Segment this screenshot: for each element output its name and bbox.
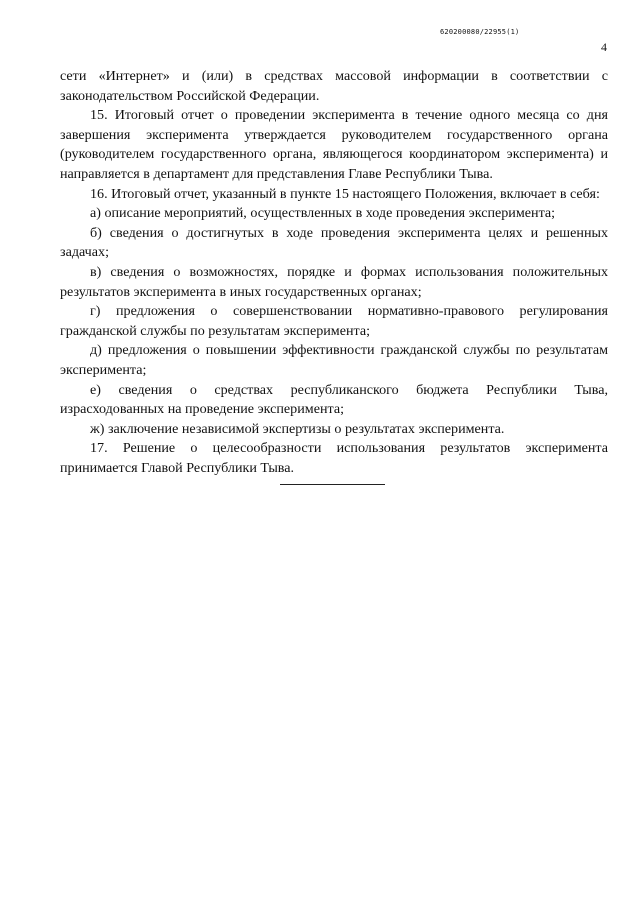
- subitem-zh: ж) заключение независимой экспертизы о результатах эксперимента.: [90, 420, 505, 437]
- paragraph-continuation: сети «Интернет» и (или) в средствах массовой информации в соответствии с законодательством Российской Федерации.: [60, 68, 608, 104]
- end-separator-line: [280, 484, 385, 485]
- page-number: 4: [601, 40, 607, 54]
- subitem-v: в) сведения о возможностях, порядке и формах использования положительных результатов эксперимента в иных государственных органах;: [60, 263, 608, 300]
- subitem-e: е) сведения о средствах республиканского бюджета Республики Тыва, израсходованных на проведение эксперимента;: [60, 381, 608, 418]
- subitem-d: д) предложения о повышении эффективности гражданской службы по результатам эксперимента;: [60, 342, 608, 378]
- document-body: [60, 67, 608, 478]
- document-id: 620200080/22955(1): [440, 28, 520, 36]
- subitem-a: а) описание мероприятий, осуществленных в ходе проведения эксперимента;: [90, 205, 556, 222]
- paragraph-item-16: 16. Итоговый отчет, указанный в пункте 15 настоящего Положения, включает в себя:: [90, 185, 600, 202]
- subitem-b: б) сведения о достигнутых в ходе проведения эксперимента целях и решенных задачах;: [60, 224, 608, 261]
- paragraph-item-15: 15. Итоговый отчет о проведении эксперимента в течение одного месяца со дня завершения эксперимента утверждается руководителем государственного органа (руководителем государственного органа, являющегося координатором эксперимента) и направляется в департамент для представления Главе Республики Тыва.: [60, 107, 608, 182]
- subitem-g: г) предложения о совершенствовании нормативно-правового регулирования гражданской службы по результатам эксперимента;: [60, 303, 608, 339]
- paragraph-item-17: 17. Решение о целесообразности использования результатов эксперимента принимается Главой Республики Тыва.: [60, 440, 608, 476]
